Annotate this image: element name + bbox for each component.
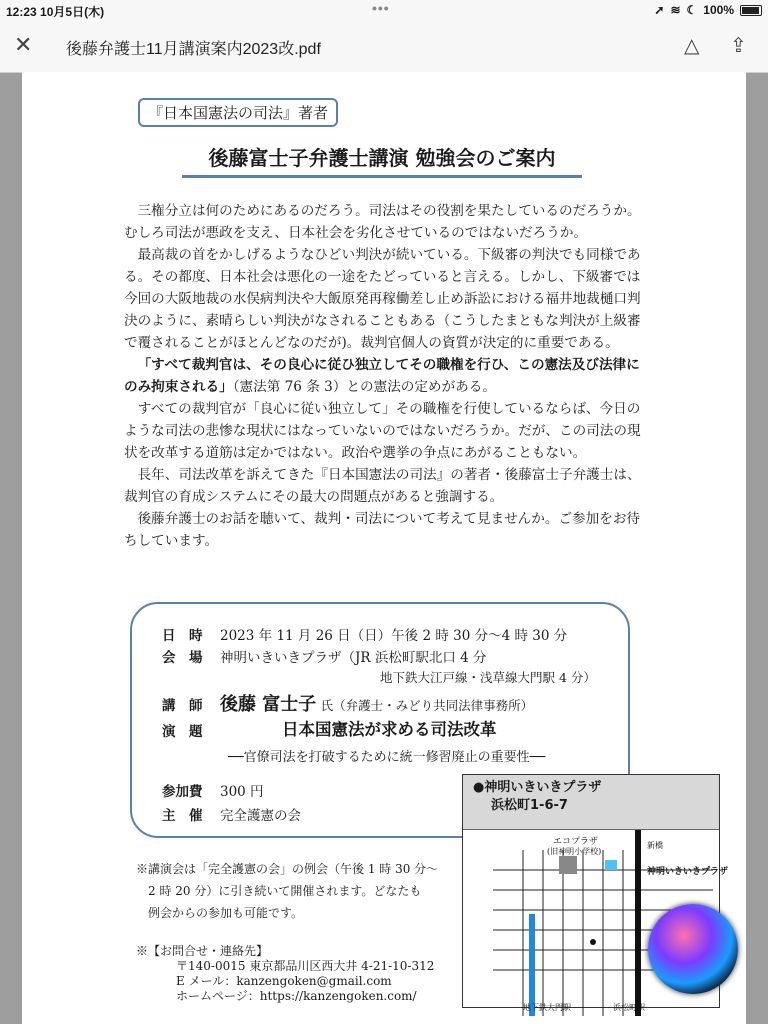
map-title: ●神明いきいきプラザ <box>473 780 602 795</box>
close-icon[interactable]: ✕ <box>14 32 33 57</box>
share-icon[interactable]: ⇪ <box>730 35 747 57</box>
map-label-daimon: 地下鉄大門駅 <box>523 1003 571 1012</box>
document-title: 後藤弁護士11月講演案内2023改.pdf <box>66 41 321 58</box>
wifi-icon: ≋ <box>670 3 681 17</box>
multitask-dots-icon[interactable]: ••• <box>372 0 390 16</box>
paragraph: 長年、司法改革を訴えてきた『日本国憲法の司法』の著者・後藤富士子弁護士は、裁判官の育成システムにその最大の問題点があると強調する。 <box>124 467 641 505</box>
document-toolbar <box>0 20 768 73</box>
map-label-shinbashi: 新橋 <box>647 841 663 850</box>
lecturer-row: 講 師 後藤 富士子 氏（弁護士・みどり共同法律事務所） <box>162 694 534 715</box>
status-time: 12:23 10月5日(木) <box>6 5 105 19</box>
paragraph: 後藤弁護士のお話を聴いて、裁判・司法について考えて見ませんか。ご参加をお待ちしています。 <box>124 511 641 549</box>
status-bar <box>0 0 768 20</box>
note-line: 例会からの参加も可能です。 <box>148 906 304 920</box>
contact-block <box>136 944 434 1004</box>
notes <box>136 858 438 924</box>
author-tag: 『日本国憲法の司法』著者 <box>138 98 338 127</box>
battery-icon <box>740 5 762 16</box>
topic-title: 日本国憲法が求める司法改革 <box>282 720 497 739</box>
map-label-hamamatsu: 浜松町駅 <box>613 1003 645 1012</box>
date-row: 日 時 2023 年 11 月 26 日（日）午後 2 時 30 分〜4 時 30 分 <box>162 628 568 644</box>
quote-paragraph <box>124 354 644 398</box>
host-row: 主 催 完全護憲の会 <box>162 808 301 824</box>
add-to-drive-icon[interactable]: △ <box>684 35 700 57</box>
contact-address: 〒140-0015 東京都品川区西大井 4-21-10-312 <box>176 959 435 973</box>
paragraph: 三権分立は何のためにあるのだろう。司法はその役割を果たしているのだろうか。むしろ司法が悪政を支え、日本社会を劣化させているのではないだろうか。 <box>124 203 641 241</box>
map-label-eco2: (旧神明小学校) <box>547 847 602 856</box>
map-label-eco: エコプラザ <box>553 837 599 847</box>
venue-row-2: 地下鉄大江戸線・浅草線大門駅 4 分） <box>380 670 596 685</box>
status-right <box>654 3 762 17</box>
body-text <box>124 200 644 552</box>
page-heading: 後藤富士子弁護士講演 勉強会のご案内 <box>182 142 582 178</box>
moon-icon: ☾ <box>686 3 698 17</box>
note-line: ※講演会は「完全護憲の会」の例会（午後 1 時 30 分〜 <box>136 862 439 876</box>
contact-head: ※【お問合せ・連絡先】 <box>136 944 269 958</box>
battery-percent: 100% <box>703 3 734 17</box>
quote-bold: 「すべて裁判官は、その良心に従ひ独立してその職権を行ひ、この憲法及び法律にのみ拘束される」 <box>124 357 640 395</box>
venue-row: 会 場 神明いきいきプラザ（JR 浜松町駅北口 4 分 <box>162 650 487 666</box>
quote-rest: （憲法第 76 条 3）との憲法の定めがある。 <box>232 379 496 395</box>
map-header <box>463 775 719 830</box>
fee-row: 参加費 300 円 <box>162 784 264 800</box>
siri-orb-icon[interactable] <box>648 904 738 994</box>
pdf-page <box>22 72 746 1024</box>
contact-email: E メール：kanzengoken@gmail.com <box>176 974 392 988</box>
paragraph: 最高裁の首をかしげるようなひどい判決が続いている。下級審の判決でも同様である。その都度、日本社会は悪化の一途をたどっていると言える。しかし、下級審では今回の大阪地裁の水俣病判決や大飯原発再稼働差し止め訴訟における福井地裁樋口判決のように、素晴らしい判決がなされることもある（こうしたまともな判決が上級審で覆されることがほとんどなのだが)。裁判官個人の資質が決定的に重要である。 <box>124 247 641 351</box>
note-line: 2 時 20 分）に引き続いて開催されます。どなたも <box>148 884 422 898</box>
contact-web: ホームページ：https://kanzengoken.com/ <box>176 989 417 1003</box>
topic-subtitle: ──官僚司法を打破するために統一修習廃止の重要性── <box>228 750 546 765</box>
topic-label: 演 題 <box>162 724 203 740</box>
paragraph: すべての裁判官が「良心に従い独立して」その職権を行使しているならば、今日のような司法の悲惨な現状にはなっていないのではないだろうか。だが、この司法の現状を改革する道筋は定かではない。政治や選挙の争点にあがることもない。 <box>124 401 641 461</box>
map-address: 浜松町1-6-7 <box>491 798 568 813</box>
location-icon: ➚ <box>654 3 665 17</box>
map-label-plaza: 神明いきいきプラザ <box>647 867 729 877</box>
